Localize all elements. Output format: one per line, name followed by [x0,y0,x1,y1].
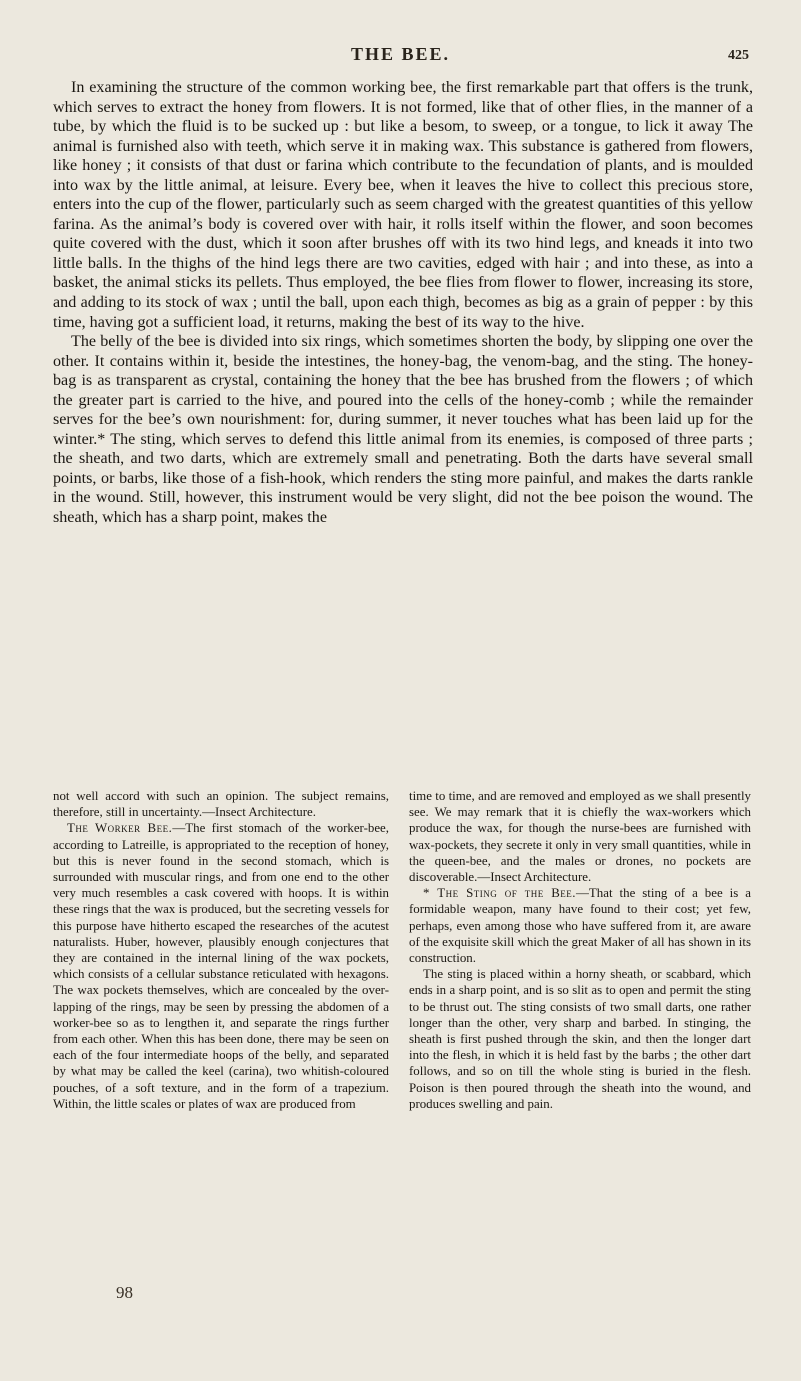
footnote-continuation [53,788,389,820]
running-head [0,44,801,66]
footnote-heading: The Worker Bee. [67,821,173,836]
footnote-text: time to time, and are removed and employed as we shall presently see. We may remark that it is chiefly the wax-workers which produce the wax, for though the nurse-bees are furnished with wax-pockets, they secrete it only in very small quantities, while in the queen-bee, and the males or drones, no pockets are discoverable.—Insect Architecture. [409,789,751,885]
running-title: THE BEE. [350,44,451,64]
footnote-text: The sting is placed within a horny sheath, or scabbard, which ends in a sharp point, and is so slit as to open and permit the sting to be thrust out. The sting consists of two small darts, one rather longer than the other, very sharp and barbed. In stinging, the sheath is first pushed through the skin, and then the longer dart into the flesh, in which it is held fast by the barbs ; the other dart follows, and so on till the whole sting is buried in the flesh. Poison is then poured through the sheath into the wound, and produces swelling and pain. [409,967,751,1111]
footnote-column-left [53,788,389,1276]
footnote-worker-bee [53,820,389,1112]
main-text [53,78,753,754]
folio-mark: 98 [116,1283,133,1302]
footnote-sting [409,885,751,966]
main-paragraph-2: The belly of the bee is divided into six rings, which sometimes shorten the body, by slipping one over the other. It contains within it, beside the intestines, the honey-bag, the venom-bag, and the sting. The honey-bag is as transparent as crystal, containing the honey that the bee has brushed from the flowers ; of which the greater part is carried to the hive, and poured into the cells of the honey-comb ; while the remainder serves for the bee’s own nourishment: for, during summer, it never touches what has been laid up for the winter.* The sting, which serves to defend this little animal from its enemies, is composed of three parts ; the sheath, and two darts, which are extremely small and penetrating. Both the darts have several small points, or barbs, like those of a fish-hook, which renders the sting more painful, and makes the darts rankle in the wound. Still, however, this instrument would be very slight, did not the bee poison the wound. The sheath, which has a sharp point, makes the [53,333,753,527]
footnote-heading: * The Sting of the Bee. [423,886,577,901]
page-number: 425 [728,48,749,63]
main-paragraph-1: In examining the structure of the common working bee, the first remarkable part that offers is the trunk, which serves to extract the honey from flowers. It is not formed, like that of other flies, in the manner of a tube, by which the fluid is to be sucked up : but like a besom, to sweep, or a tongue, to lick it away The animal is furnished also with teeth, which serve it in making wax. This substance is gathered from flowers, like honey ; it consists of that dust or farina which contribute to the fecundation of plants, and is moulded into wax by the little animal, at leisure. Every bee, when it leaves the hive to collect this precious store, enters into the cup of the flower, particularly such as seem charged with the greatest quantities of this yellow farina. As the animal’s body is covered over with hair, it rolls itself within the flower, and soon becomes quite covered with the dust, which it soon after brushes off with its two hind legs, and kneads it into two little balls. In the thighs of the hind legs there are two cavities, edged with hair ; and into these, as into a basket, the animal sticks its pellets. Thus employed, the bee flies from flower to flower, increasing its store, and adding to its stock of wax ; until the ball, upon each thigh, becomes as big as a grain of pepper : by this time, having got a sufficient load, it returns, making the best of its way to the hive. [53,79,753,331]
footnote-sting-detail [409,966,751,1112]
footnote-text: not well accord with such an opinion. The subject remains, therefore, still in uncertainty.—Insect Architecture. [53,789,389,820]
footnote-text: —The first stomach of the worker-bee, according to Latreille, is appropriated to the reception of honey, but this is never found in the second stomach, which is surrounded with muscular rings, and from one end to the other very much resembles a cask covered with hoops. It is within these rings that the wax is produced, but the secreting vessels for this purpose have hitherto escaped the researches of the acutest naturalists. Huber, however, plausibly enough conjectures that they are contained in the internal lining of the wax pockets, which consists of a cellular substance reticulated with hexagons. The wax pockets themselves, which are concealed by the over-lapping of the rings, may be seen by pressing the abdomen of a worker-bee so as to lengthen it, and separate the rings further from each other. When this has been done, there may be seen on each of the four intermediate hoops of the belly, and separated by what may be called the keel (carina), two whitish-coloured pouches, of a soft texture, and in the form of a trapezium. Within, the little scales or plates of wax are produced from [53,821,389,1111]
footnote-text: —That the sting of a bee is a formidable weapon, many have found to their cost; yet few, perhaps, even among those who have suffered from it, are aware of the exquisite skill which the great Maker of all has shown in its construction. [409,886,751,966]
footnote-column-right [409,788,751,1276]
footnote-continuation [409,788,751,885]
